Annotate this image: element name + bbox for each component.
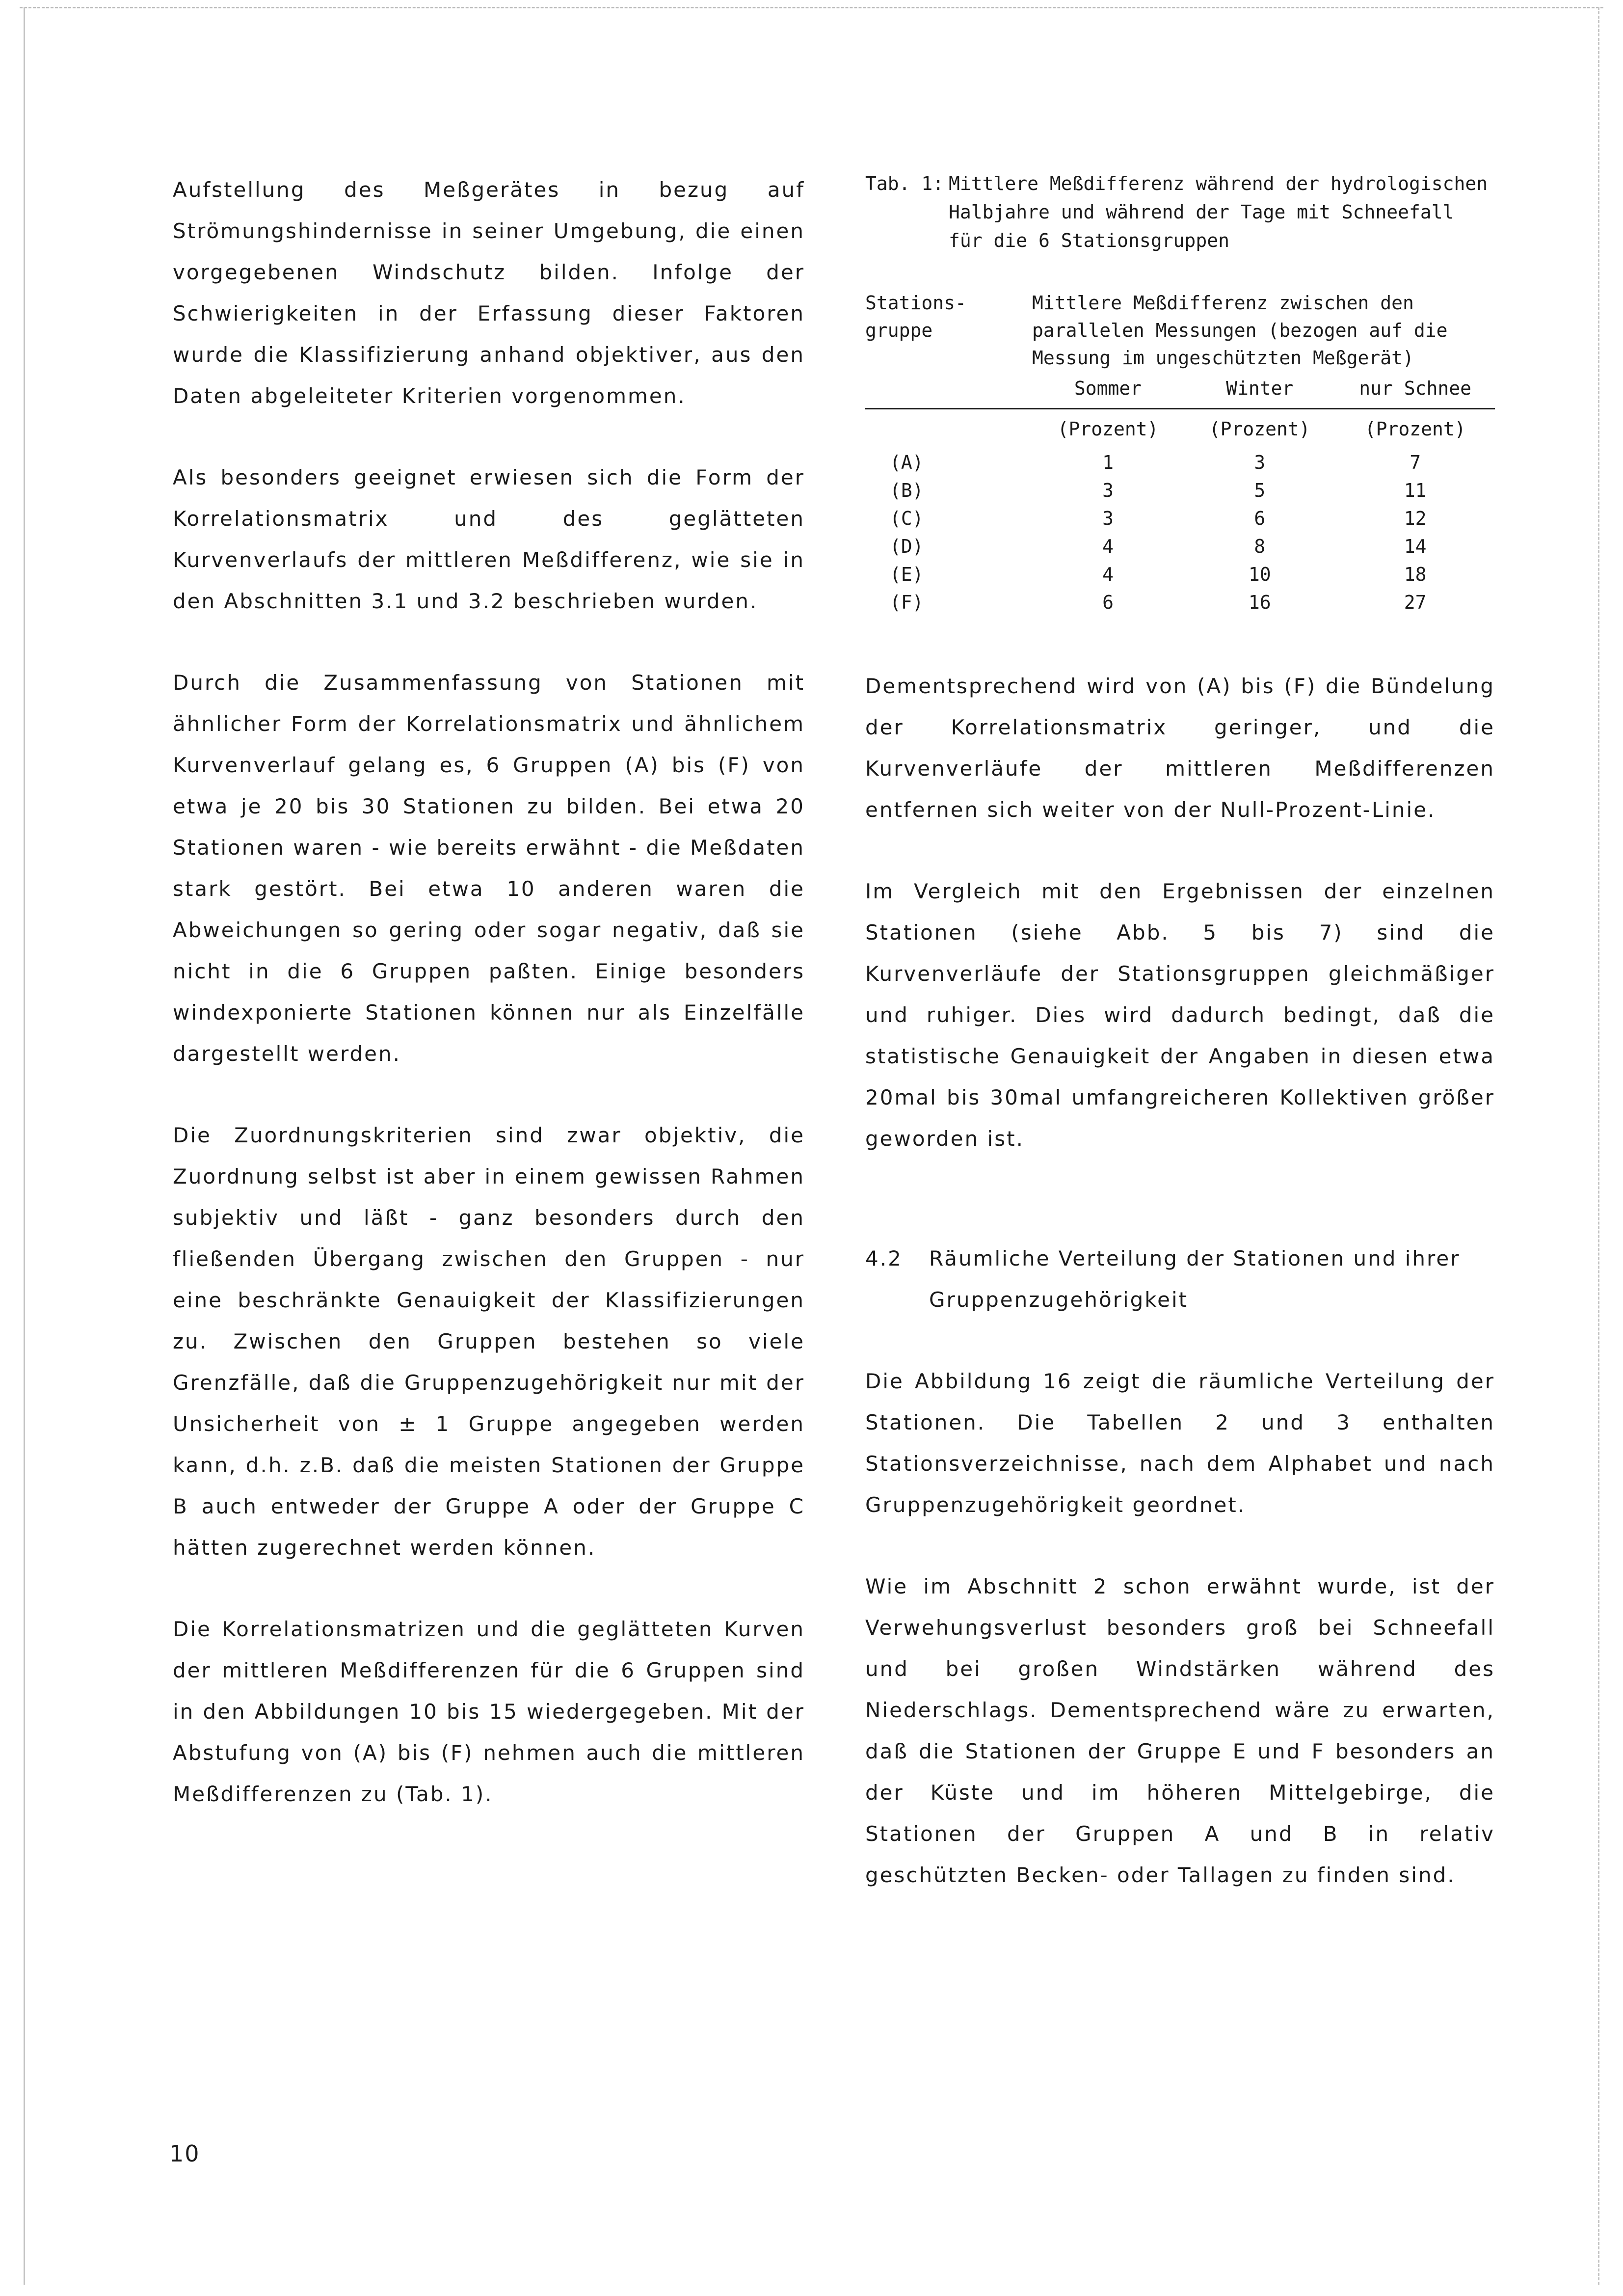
description-header: Mittlere Meßdifferenz zwischen den parallelen Messungen (bezogen auf die Messung im ungeschützten Meßgerät)	[1032, 292, 1448, 369]
value-cell: 6	[1254, 508, 1266, 529]
paragraph: Wie im Abschnitt 2 schon erwähnt wurde, ist der Verwehungsverlust besonders groß bei Schneefall und bei großen Windstärken während des Niederschlags. Dementsprechend wäre zu erwarten, daß die Stationen der Gruppe E und F besonders an der Küste und im höheren Mittelgebirge, die Stationen der Gruppen A und B in relativ geschützten Becken- oder Tallagen zu finden sind.	[865, 1574, 1495, 1887]
value-cell: 7	[1410, 452, 1421, 473]
value-cell: 3	[1102, 480, 1114, 501]
section-heading	[865, 1238, 1495, 1321]
column-header-schnee: nur Schnee	[1359, 378, 1472, 399]
table-row	[865, 505, 1495, 533]
value-cell: 1	[1102, 452, 1114, 473]
value-cell: 14	[1404, 536, 1427, 557]
paragraph: Durch die Zusammenfassung von Stationen mit ähnlicher Form der Korrelationsmatrix und ähnlichem Kurvenverlauf gelang es, 6 Gruppen (A) bis (F) von etwa je 20 bis 30 Stationen zu bilden. Bei etwa 20 Stationen waren - wie bereits erwähnt - die Meßdaten stark gestört. Bei etwa 10 anderen waren die Abweichungen so gering oder sogar negativ, daß sie nicht in die 6 Gruppen paßten. Einige besonders windexponierte Stationen können nur als Einzelfälle dargestellt werden.	[173, 671, 805, 1066]
scan-edge-right	[1598, 7, 1599, 2285]
value-cell: 12	[1404, 508, 1427, 529]
left-column	[173, 169, 805, 1815]
unit-cell: (Prozent)	[1057, 418, 1159, 440]
column-header-row	[865, 375, 1495, 408]
value-cell: 3	[1254, 452, 1266, 473]
value-cell: 5	[1254, 480, 1266, 501]
group-cell: (C)	[890, 508, 924, 529]
table-caption-label: Tab. 1:	[865, 173, 944, 194]
data-table	[865, 289, 1495, 617]
value-cell: 10	[1248, 564, 1271, 585]
group-cell: (A)	[890, 452, 924, 473]
page-number: 10	[169, 2140, 200, 2167]
paragraph: Die Abbildung 16 zeigt die räumliche Verteilung der Stationen. Die Tabellen 2 und 3 enthalten Stationsverzeichnisse, nach dem Alphabet und nach Gruppenzugehörigkeit geordnet.	[865, 1369, 1495, 1517]
group-header: Stations-gruppe	[865, 292, 966, 341]
column-header-winter: Winter	[1226, 378, 1294, 399]
scan-edge-top	[20, 7, 1603, 8]
scan-edge-left	[24, 7, 25, 2285]
unit-cell: (Prozent)	[1209, 418, 1310, 440]
value-cell: 16	[1248, 592, 1271, 613]
section-title: Räumliche Verteilung der Stationen und ihrer Gruppenzugehörigkeit	[929, 1246, 1461, 1312]
value-cell: 6	[1102, 592, 1114, 613]
value-cell: 4	[1102, 536, 1114, 557]
table-row	[865, 533, 1495, 561]
group-cell: (F)	[890, 592, 924, 613]
table-header-row	[865, 289, 1495, 375]
group-cell: (B)	[890, 480, 924, 501]
group-cell: (D)	[890, 536, 924, 557]
value-cell: 8	[1254, 536, 1266, 557]
value-cell: 18	[1404, 564, 1427, 585]
table-row	[865, 561, 1495, 589]
table-row	[865, 477, 1495, 505]
group-cell: (E)	[890, 564, 924, 585]
paragraph: Als besonders geeignet erwiesen sich die Form der Korrelationsmatrix und des geglätteten Kurvenverlaufs der mittleren Meßdifferenz, wie sie in den Abschnitten 3.1 und 3.2 beschrieben wurden.	[173, 465, 805, 613]
column-header-sommer: Sommer	[1074, 378, 1142, 399]
value-cell: 11	[1404, 480, 1427, 501]
table-row	[865, 449, 1495, 477]
unit-cell: (Prozent)	[1364, 418, 1466, 440]
section-body	[865, 1361, 1495, 1896]
paragraph: Die Korrelationsmatrizen und die geglätteten Kurven der mittleren Meßdifferenzen für die 6 Gruppen sind in den Abbildungen 10 bis 15 wiedergegeben. Mit der Abstufung von (A) bis (F) nehmen auch die mittleren Meßdifferenzen zu (Tab. 1).	[173, 1617, 805, 1806]
paragraph: Die Zuordnungskriterien sind zwar objektiv, die Zuordnung selbst ist aber in einem gewissen Rahmen subjektiv und läßt - ganz besonders durch den fließenden Übergang zwischen den Gruppen - nur eine beschränkte Genauigkeit der Klassifizierungen zu. Zwischen den Gruppen bestehen so viele Grenzfälle, daß die Gruppenzugehörigkeit nur mit der Unsicherheit von ± 1 Gruppe angegeben werden kann, d.h. z.B. daß die meisten Stationen der Gruppe B auch entweder der Gruppe A oder der Gruppe C hätten zugerechnet werden können.	[173, 1123, 805, 1560]
table-caption-text: Mittlere Meßdifferenz während der hydrologischen Halbjahre und während der Tage mit Schneefall für die 6 Stationsgruppen	[949, 173, 1488, 251]
table-row	[865, 589, 1495, 617]
value-cell: 3	[1102, 508, 1114, 529]
paragraph: Dementsprechend wird von (A) bis (F) die Bündelung der Korrelationsmatrix geringer, und die Kurvenverläufe der mittleren Meßdifferenzen entfernen sich weiter von der Null-Prozent-Linie.	[865, 674, 1495, 822]
paragraph: Im Vergleich mit den Ergebnissen der einzelnen Stationen (siehe Abb. 5 bis 7) sind die Kurvenverläufe der Stationsgruppen gleichmäßiger und ruhiger. Dies wird dadurch bedingt, daß die statistische Genauigkeit der Angaben in diesen etwa 20mal bis 30mal umfangreicheren Kollektiven größer geworden ist.	[865, 879, 1495, 1151]
right-text-block	[865, 666, 1495, 1160]
paragraph: Aufstellung des Meßgerätes in bezug auf Strömungshindernisse in seiner Umgebung, die einen vorgegebenen Windschutz bilden. Infolge der Schwierigkeiten in der Erfassung dieser Faktoren wurde die Klassifizierung anhand objektiver, aus den Daten abgeleiteter Kriterien vorgenommen.	[173, 178, 805, 408]
units-row	[865, 409, 1495, 449]
right-column	[865, 169, 1495, 1896]
section-number: 4.2	[865, 1246, 903, 1270]
table-caption	[865, 169, 1495, 255]
value-cell: 27	[1404, 592, 1427, 613]
value-cell: 4	[1102, 564, 1114, 585]
